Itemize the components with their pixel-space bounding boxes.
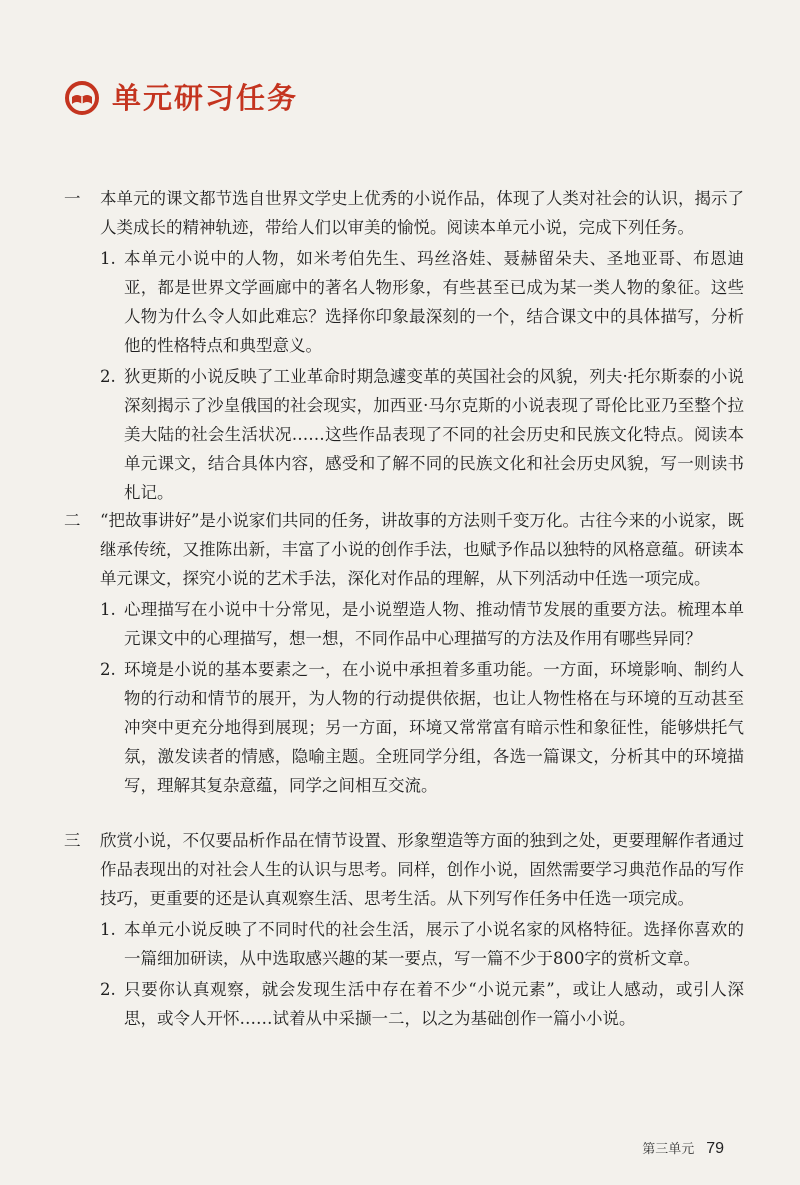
subtask-number: 1. [100,600,116,619]
subtask-number: 2. [100,660,116,679]
subtask [100,975,744,1033]
page-number: 79 [706,1140,724,1157]
task-number: 二 [64,511,81,530]
subtask [100,915,744,973]
task-text: 欣赏小说，不仅要品析作品在情节设置、形象塑造等方面的独到之处，更要理解作者通过作品表现出的对社会人生的认识与思考。同样，创作小说，固然需要学习典范作品的写作技巧，更重要的还是认真观察生活、思考生活。从下列写作任务中任选一项完成。 [100,831,744,908]
subtask-text: 只要你认真观察，就会发现生活中存在着不少“小说元素”，或让人感动，或引人深思，或令人开怀……试着从中采撷一二，以之为基础创作一篇小小说。 [124,980,744,1028]
subtask-text: 心理描写在小说中十分常见，是小说塑造人物、推动情节发展的重要方法。梳理本单元课文中的心理描写，想一想，不同作品中心理描写的方法及作用有哪些异同？ [124,600,744,648]
subtask [100,244,744,360]
subtask-number: 2. [100,367,116,386]
subtask [100,595,744,653]
unit-label: 第三单元 [642,1142,695,1157]
task-intro [64,826,744,913]
subtask [100,655,744,800]
subtask-text: 环境是小说的基本要素之一，在小说中承担着多重功能。一方面，环境影响、制约人物的行动和情节的展开，为人物的行动提供依据，也让人物性格在与环境的互动甚至冲突中更充分地得到展现；另一方面，环境又常常富有暗示性和象征性，能够烘托气氛，激发读者的情感，隐喻主题。全班同学分组，各选一篇课文，分析其中的环境描写，理解其复杂意蕴，同学之间相互交流。 [124,660,744,795]
task-intro [64,184,744,242]
task-text: 本单元的课文都节选自世界文学史上优秀的小说作品，体现了人类对社会的认识，揭示了人类成长的精神轨迹，带给人们以审美的愉悦。阅读本单元小说，完成下列任务。 [100,189,744,237]
task-two [64,506,744,800]
subtask-text: 本单元小说中的人物，如米考伯先生、玛丝洛娃、聂赫留朵夫、圣地亚哥、布恩迪亚，都是世界文学画廊中的著名人物形象，有些甚至已成为某一类人物的象征。这些人物为什么令人如此难忘？选择你印象最深刻的一个，结合课文中的具体描写，分析他的性格特点和典型意义。 [124,249,744,355]
subtask-number: 1. [100,249,116,268]
subtask-number: 2. [100,980,116,999]
subtask-number: 1. [100,920,116,939]
task-intro [64,506,744,593]
task-three [64,826,744,1033]
open-book-icon [64,80,100,116]
page-footer [642,1138,724,1158]
subtask [100,362,744,507]
section-title: 单元研习任务 [112,80,299,115]
task-text: “把故事讲好”是小说家们共同的任务，讲故事的方法则千变万化。古往今来的小说家，既继承传统，又推陈出新，丰富了小说的创作手法，也赋予作品以独特的风格意蕴。研读本单元课文，探究小说的艺术手法，深化对作品的理解，从下列活动中任选一项完成。 [100,511,744,588]
subtask-text: 本单元小说反映了不同时代的社会生活，展示了小说名家的风格特征。选择你喜欢的一篇细加研读，从中选取感兴趣的某一要点，写一篇不少于800字的赏析文章。 [124,920,744,968]
section-heading [64,74,298,122]
task-number: 一 [64,189,81,208]
task-one [64,184,744,507]
task-number: 三 [64,831,81,850]
subtask-text: 狄更斯的小说反映了工业革命时期急遽变革的英国社会的风貌，列夫·托尔斯泰的小说深刻揭示了沙皇俄国的社会现实，加西亚·马尔克斯的小说表现了哥伦比亚乃至整个拉美大陆的社会生活状况……这些作品表现了不同的社会历史和民族文化特点。阅读本单元课文，结合具体内容，感受和了解不同的民族文化和社会历史风貌，写一则读书札记。 [124,367,744,502]
